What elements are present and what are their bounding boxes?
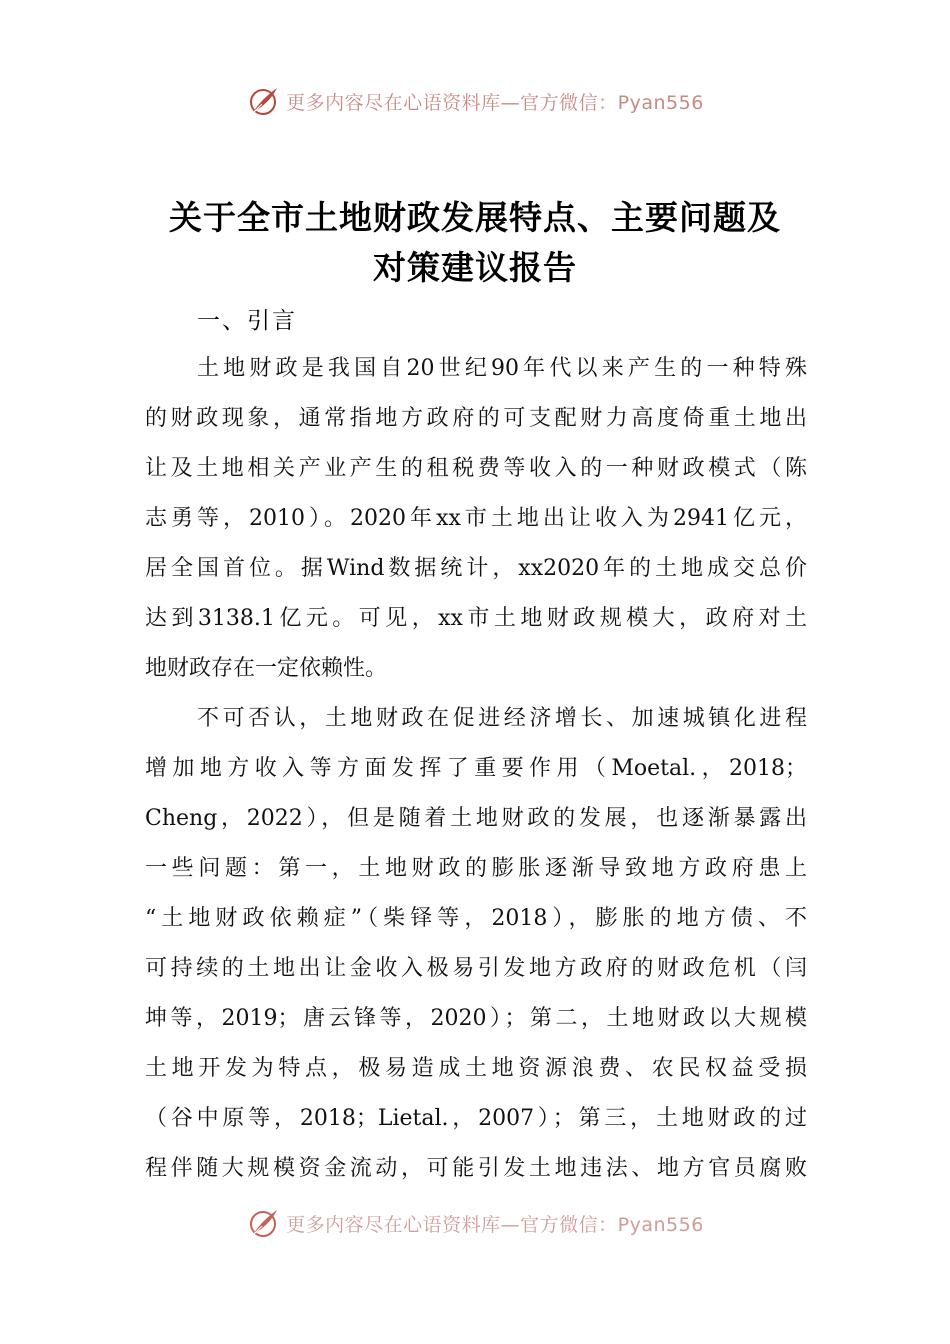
paragraph-line: 土地开发为特点，极易造成土地资源浪费、农民权益受损 — [145, 1056, 807, 1081]
section-heading-introduction: 一、引言 — [197, 308, 297, 334]
title-line-1: 关于全市土地财政发展特点、主要问题及 — [169, 198, 781, 237]
paragraph-line: 一些问题：第一，土地财政的膨胀逐渐导致地方政府患上 — [145, 856, 807, 881]
paragraph-line: Cheng，2022），但是随着土地财政的发展，也逐渐暴露出 — [145, 806, 807, 831]
paragraph-line: 程伴随大规模资金流动，可能引发土地违法、地方官员腐败 — [145, 1156, 807, 1181]
paragraph-line: 增加地方收入等方面发挥了重要作用（Moetal.，2018； — [145, 756, 807, 781]
quill-logo-icon — [246, 1206, 280, 1240]
paragraph-line: 土地财政是我国自20世纪90年代以来产生的一种特殊 — [197, 356, 807, 381]
document-title — [150, 193, 800, 293]
paragraph-line: 让及土地相关产业产生的租税费等收入的一种财政模式（陈 — [145, 456, 807, 481]
paragraph-line: 不可否认，土地财政在促进经济增长、加速城镇化进程 — [197, 706, 807, 731]
watermark-footer — [0, 1206, 950, 1240]
paragraph-line: 坤等，2019；唐云锋等，2020）；第二，土地财政以大规模 — [145, 1006, 807, 1031]
paragraph-line: “土地财政依赖症”（柴铎等，2018），膨胀的地方债、不 — [145, 906, 807, 931]
watermark-text: 更多内容尽在心语资料库—官方微信：Pyan556 — [286, 1213, 704, 1236]
watermark-header — [0, 84, 950, 118]
paragraph-line: 居全国首位。据Wind数据统计，xx2020年的土地成交总价 — [145, 556, 807, 581]
paragraph-line: 志勇等，2010）。2020年xx市土地出让收入为2941亿元， — [145, 506, 807, 531]
paragraph-line: 达到3138.1亿元。可见，xx市土地财政规模大，政府对土 — [145, 606, 807, 631]
title-line-2: 对策建议报告 — [373, 248, 577, 287]
paragraph-line: 地财政存在一定依赖性。 — [145, 656, 388, 681]
watermark-text: 更多内容尽在心语资料库—官方微信：Pyan556 — [286, 91, 704, 114]
paragraph-line: 的财政现象，通常指地方政府的可支配财力高度倚重土地出 — [145, 406, 807, 431]
quill-logo-icon — [246, 84, 280, 118]
paragraph-line: （谷中原等，2018；Lietal.，2007）；第三，土地财政的过 — [145, 1106, 807, 1131]
paragraph-line: 可持续的土地出让金收入极易引发地方政府的财政危机（闫 — [145, 956, 807, 981]
